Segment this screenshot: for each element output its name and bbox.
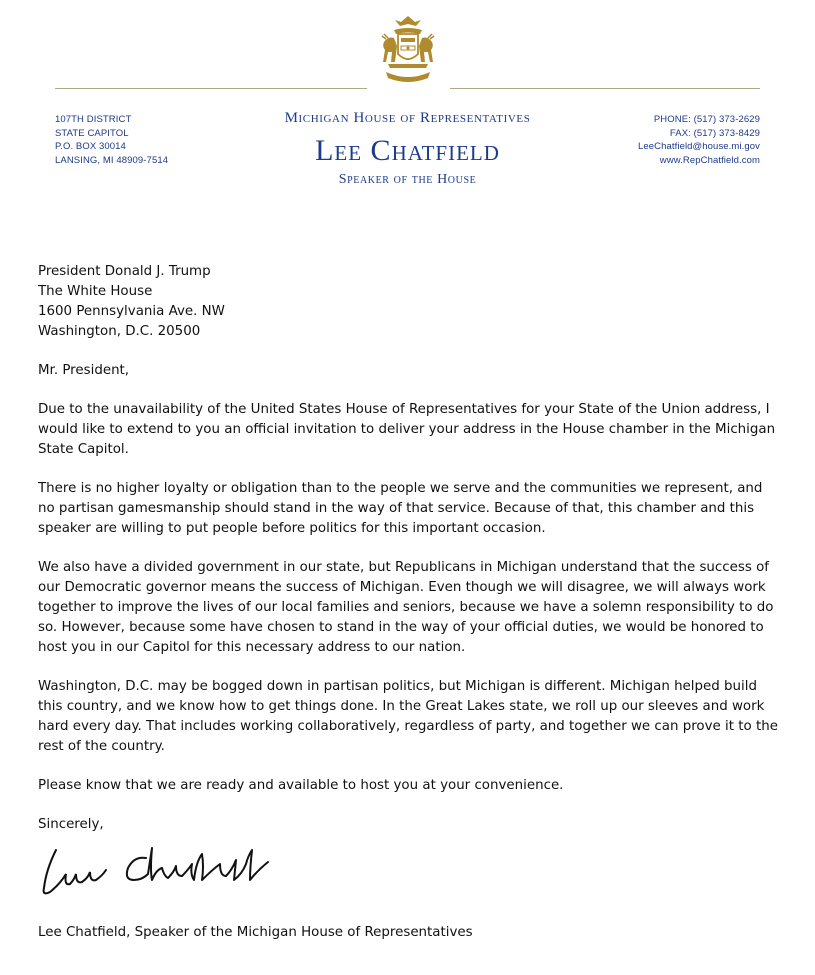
chamber-name: Michigan House of Representatives [284,110,531,126]
paragraph: Washington, D.C. may be bogged down in partisan politics, but Michigan is different. Michigan helped build this country, and we know how to get things done. In the Great Lakes state, we roll up our sleeves and work hard every day. That includes working collaboratively, regardless of party, and together we can prove it to the rest of the country. [38,679,778,754]
address-line: 107TH DISTRICT [55,114,132,125]
letterhead [0,0,815,200]
recipient-line: The White House [38,284,153,299]
contact-info [638,113,760,167]
recipient-line: Washington, D.C. 20500 [38,324,201,339]
paragraph: There is no higher loyalty or obligation than to the people we serve and the communities we represent, and no partisan gamesmanship should stand in the way of that service. Because of that, this chamber and this speaker are willing to put people before politics for this important occasion. [38,481,763,536]
letterhead-title: Speaker of the House [338,172,477,187]
handwritten-signature [36,840,286,900]
paragraph: We also have a divided government in our state, but Republicans in Michigan understand that the success of our Democratic governor means the success of Michigan. Even though we will disagree, we will always work together to improve the lives of our local families and seniors, because we have a solemn responsibility to do so. However, because some have chosen to stand in the way of your official duties, we would be honored to host you in our Capitol for this necessary address to our nation. [38,560,774,655]
address-line: STATE CAPITOL [55,127,129,139]
closing: Sincerely, [38,817,104,832]
paragraph: Due to the unavailability of the United States House of Representatives for your State of the Union address, I would like to extend to you an official invitation to deliver your address in the House chamber in the Michigan State Capitol. [38,402,776,457]
michigan-seal-icon [370,12,446,88]
website-line: www.RepChatfield.com [659,154,760,166]
letterhead-name: Lee Chatfield [315,134,500,167]
salutation: Mr. President, [38,363,130,378]
recipient-line: President Donald J. Trump [38,264,211,279]
letterhead-rule-left [55,88,367,89]
letter-body [38,243,778,854]
address-line: LANSING, MI 48909-7514 [55,154,169,166]
email-line: LeeChatfield@house.mi.gov [638,141,760,152]
paragraph: Please know that we are ready and available to host you at your convenience. [38,778,564,793]
fax-line: FAX: (517) 373-8429 [669,127,760,139]
signature-name-line: Lee Chatfield, Speaker of the Michigan House of Representatives [38,925,473,940]
address-line: P.O. BOX 30014 [55,141,126,152]
recipient-line: 1600 Pennsylvania Ave. NW [38,304,225,319]
letterhead-rule-right [450,88,760,89]
phone-line: PHONE: (517) 373-2629 [653,114,760,125]
